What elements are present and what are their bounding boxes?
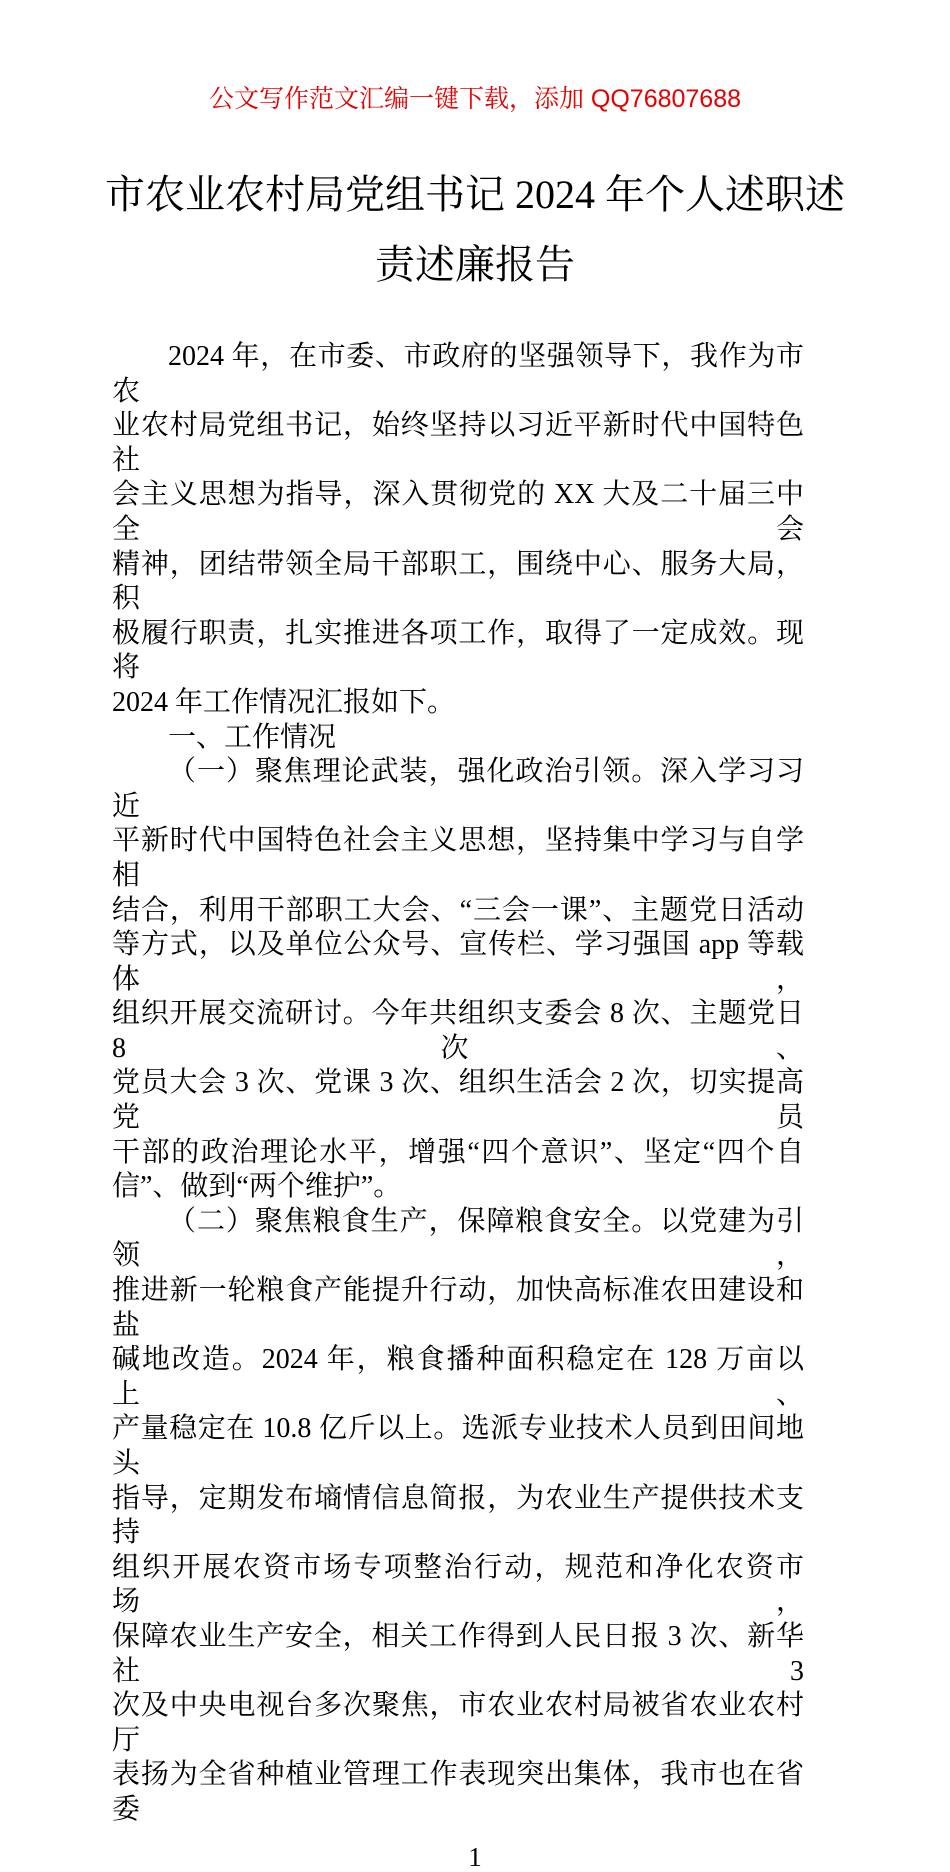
body-line: 等方式，以及单位公众号、宣传栏、学习强国 app 等载体， xyxy=(112,929,804,995)
body-line: （二）聚焦粮食生产，保障粮食安全。以党建为引领， xyxy=(112,1205,804,1272)
body-line: 党员大会 3 次、党课 3 次、组织生活会 2 次，切实提高党员 xyxy=(112,1067,804,1134)
body-line: 碱地改造。2024 年，粮食播种面积稳定在 128 万亩以上、 xyxy=(112,1344,804,1410)
body-line: 一、工作情况 xyxy=(168,721,337,753)
body-line: 表扬为全省种植业管理工作表现突出集体，我市也在省委 xyxy=(112,1759,804,1825)
body-line: 保障农业生产安全，相关工作得到人民日报 3 次、新华社 3 xyxy=(112,1620,804,1687)
body-line: 平新时代中国特色社会主义思想，坚持集中学习与自学相 xyxy=(112,825,804,891)
body-line: 信”、做到“两个维护”。 xyxy=(112,1171,402,1203)
body-line: 2024 年工作情况汇报如下。 xyxy=(112,686,456,718)
body-line: 业农村局党组书记，始终坚持以习近平新时代中国特色社 xyxy=(112,410,804,476)
document-body xyxy=(112,340,804,1828)
body-line: 组织开展交流研讨。今年共组织支委会 8 次、主题党日 8 次、 xyxy=(112,998,804,1064)
body-line: 结合，利用干部职工大会、“三会一课”、主题党日活动 xyxy=(112,894,804,926)
body-line: 干部的政治理论水平，增强“四个意识”、坚定“四个自 xyxy=(112,1136,804,1168)
body-line: 指导，定期发布墒情信息简报，为农业生产提供技术支持 xyxy=(112,1482,804,1549)
promo-banner: 公文写作范文汇编一键下载，添加 QQ76807688 xyxy=(208,85,742,113)
body-line: 产量稳定在 10.8 亿斤以上。选派专业技术人员到田间地头 xyxy=(112,1413,804,1479)
body-line: （一）聚焦理论武装，强化政治引领。深入学习习近 xyxy=(112,756,804,822)
body-line: 极履行职责，扎实推进各项工作，取得了一定成效。现将 xyxy=(112,617,804,684)
body-line: 组织开展农资市场专项整治行动，规范和净化农资市场， xyxy=(112,1551,804,1618)
title-line-2: 责述廉报告 xyxy=(375,242,575,287)
document-title xyxy=(0,160,950,300)
page-number: 1 xyxy=(468,1841,482,1872)
body-line: 次及中央电视台多次聚焦，市农业农村局被省农业农村厅 xyxy=(112,1690,804,1756)
body-line: 精神，团结带领全局干部职工，围绕中心、服务大局，积 xyxy=(112,548,804,615)
body-line: 2024 年，在市委、市政府的坚强领导下，我作为市农 xyxy=(112,341,804,407)
body-line: 推进新一轮粮食产能提升行动，加快高标准农田建设和盐 xyxy=(112,1275,804,1341)
body-line: 会主义思想为指导，深入贯彻党的 XX 大及二十届三中全会 xyxy=(112,479,804,545)
title-line-1: 市农业农村局党组书记 2024 年个人述职述 xyxy=(105,172,845,217)
